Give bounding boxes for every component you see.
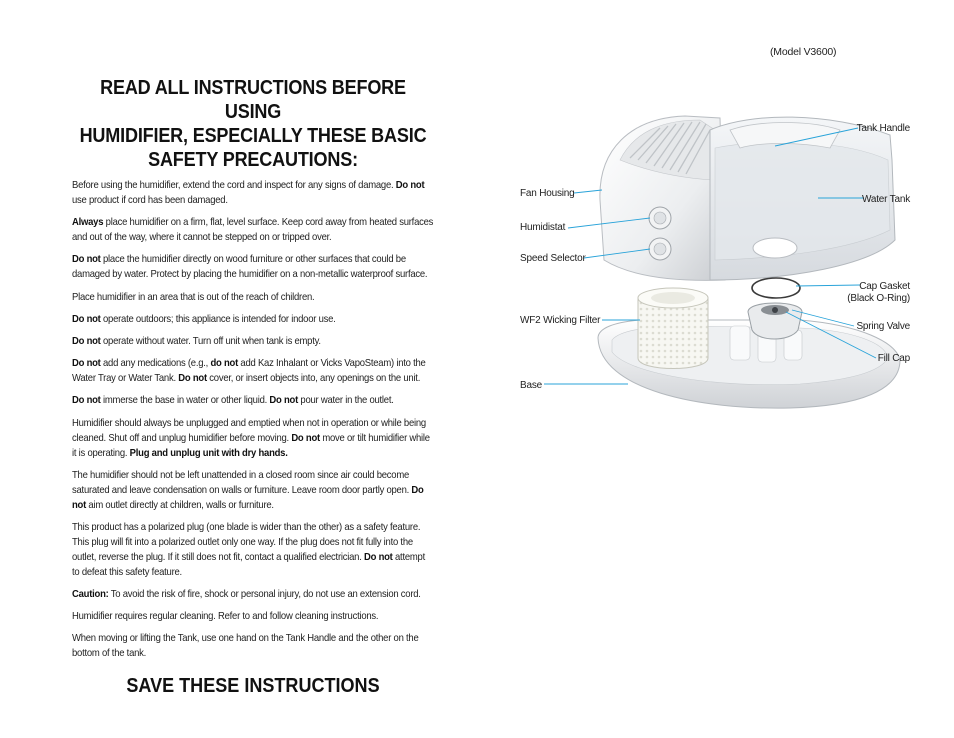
- tank-handle-label: Tank Handle: [856, 123, 910, 134]
- emphasis-text: Do not: [72, 335, 101, 347]
- safety-rule: [72, 631, 434, 661]
- emphasis-text: Do not: [72, 395, 101, 407]
- rule-text: add any medications (e.g.,: [100, 358, 211, 370]
- rule-text: use product if cord has been damaged.: [72, 195, 228, 206]
- heading-line: READ ALL INSTRUCTIONS BEFORE USING: [100, 76, 406, 123]
- emphasis-text: Do not: [72, 254, 101, 266]
- emphasis-text: Do not: [291, 432, 320, 444]
- rule-text: aim outlet directly at children, walls or furniture.: [86, 499, 274, 511]
- rule-text: cover, or insert objects into, any openings on the unit.: [206, 373, 421, 385]
- model-number: (Model V3600): [770, 46, 837, 58]
- rule-text: immerse the base in water or other liquid.: [100, 395, 270, 407]
- humidistat-label: Humidistat: [520, 222, 566, 233]
- safety-rule: [72, 609, 434, 624]
- safety-rule: [72, 393, 434, 408]
- fan-housing-shape: [600, 116, 725, 280]
- emphasis-text: do not: [210, 358, 239, 370]
- rule-text: Humidifier requires regular cleaning. Refer to and follow cleaning instructions.: [72, 611, 379, 623]
- rule-text: place humidifier on a firm, flat, level surface. Keep cord away from heated surfaces and out of the way, where it cannot be stepped on or tripped over.: [72, 217, 434, 244]
- rule-text: To avoid the risk of fire, shock or personal injury, do not use an extension cord.: [108, 589, 421, 601]
- cap-gasket-label: [820, 281, 910, 304]
- emphasis-text: Plug and unplug unit with dry hands.: [129, 447, 288, 459]
- humidifier-parts-diagram: [500, 90, 930, 430]
- wicking-filter-shape: [638, 288, 708, 369]
- safety-rule: [72, 290, 434, 305]
- spring-valve-label: Spring Valve: [856, 321, 910, 332]
- rule-text: operate without water. Turn off unit when tank is empty.: [100, 335, 321, 347]
- emphasis-text: Do not: [72, 484, 424, 511]
- emphasis-text: Do not: [395, 180, 425, 191]
- safety-rule: [72, 416, 434, 461]
- rule-text: Humidifier should always be unplugged and emptied when not in operation or while being cleaned. Shut off and unplug humidifier before moving.: [72, 417, 426, 444]
- wicking-filter-label: WF2 Wicking Filter: [520, 315, 601, 326]
- safety-rule: [72, 252, 434, 282]
- emphasis-text: Do not: [72, 358, 101, 370]
- safety-rule: [72, 334, 434, 349]
- fill-cap-label: Fill Cap: [877, 353, 910, 364]
- emphasis-text: Caution:: [72, 589, 109, 601]
- rule-text: place the humidifier directly on wood furniture or other surfaces that could be damaged by water. Protect by placing the humidifier on a non-metallic waterproof surface.: [72, 254, 428, 281]
- emphasis-text: Do not: [178, 373, 207, 385]
- safety-rule: [72, 587, 434, 602]
- cap-gasket-line: Cap Gasket: [859, 281, 910, 292]
- fill-cap-shape: [748, 278, 802, 339]
- fan-housing-label: Fan Housing: [520, 188, 575, 199]
- safety-rule: [72, 178, 434, 208]
- safety-rules-list: [72, 178, 434, 661]
- heading-line: HUMIDIFIER, ESPECIALLY THESE BASIC: [79, 124, 427, 147]
- speed-selector-label: Speed Selector: [520, 253, 586, 264]
- safety-rule: [72, 520, 434, 580]
- rule-text: Before using the humidifier, extend the cord and inspect for any signs of damage.: [72, 180, 396, 191]
- emphasis-text: Do not: [72, 313, 101, 325]
- rule-text: move or tilt humidifier while it is operating.: [72, 432, 430, 459]
- emphasis-text: Do not: [269, 395, 299, 407]
- rule-text: add Kaz Inhalant or Vicks VapoSteam) into the Water Tray or Water Tank.: [72, 358, 426, 385]
- cap-gasket-note: (Black O-Ring): [847, 292, 910, 304]
- safety-rule: [72, 215, 434, 245]
- safety-rule: [72, 468, 434, 513]
- base-label: Base: [520, 380, 542, 391]
- emphasis-text: Always: [72, 217, 104, 229]
- rule-text: When moving or lifting the Tank, use one hand on the Tank Handle and the other on the bottom of the tank.: [72, 633, 419, 660]
- main-heading: [72, 76, 435, 172]
- rule-text: This product has a polarized plug (one blade is wider than the other) as a safety feature. This plug will fit into a polarized outlet only one way. If the plug does not fit fully into the outlet, reverse the plug. If it still does not fit, contact a qualified electrician.: [72, 521, 421, 563]
- water-tank-label: Water Tank: [861, 194, 910, 205]
- save-instructions-heading: SAVE THESE INSTRUCTIONS: [126, 674, 380, 697]
- rule-text: The humidifier should not be left unattended in a closed room since air could become saturated and leave condensation on walls or furniture. Leave room door partly open.: [72, 469, 412, 496]
- rule-text: Place humidifier in an area that is out of the reach of children.: [72, 291, 315, 303]
- heading-line: SAFETY PRECAUTIONS:: [148, 148, 358, 171]
- rule-text: pour water in the outlet.: [298, 395, 394, 407]
- emphasis-text: Do not: [364, 551, 393, 563]
- safety-rule: [72, 312, 434, 327]
- safety-rule: [72, 356, 434, 386]
- rule-text: operate outdoors; this appliance is intended for indoor use.: [100, 313, 336, 325]
- safety-instructions-page: [72, 76, 434, 669]
- rule-text: attempt to defeat this safety feature.: [72, 551, 425, 578]
